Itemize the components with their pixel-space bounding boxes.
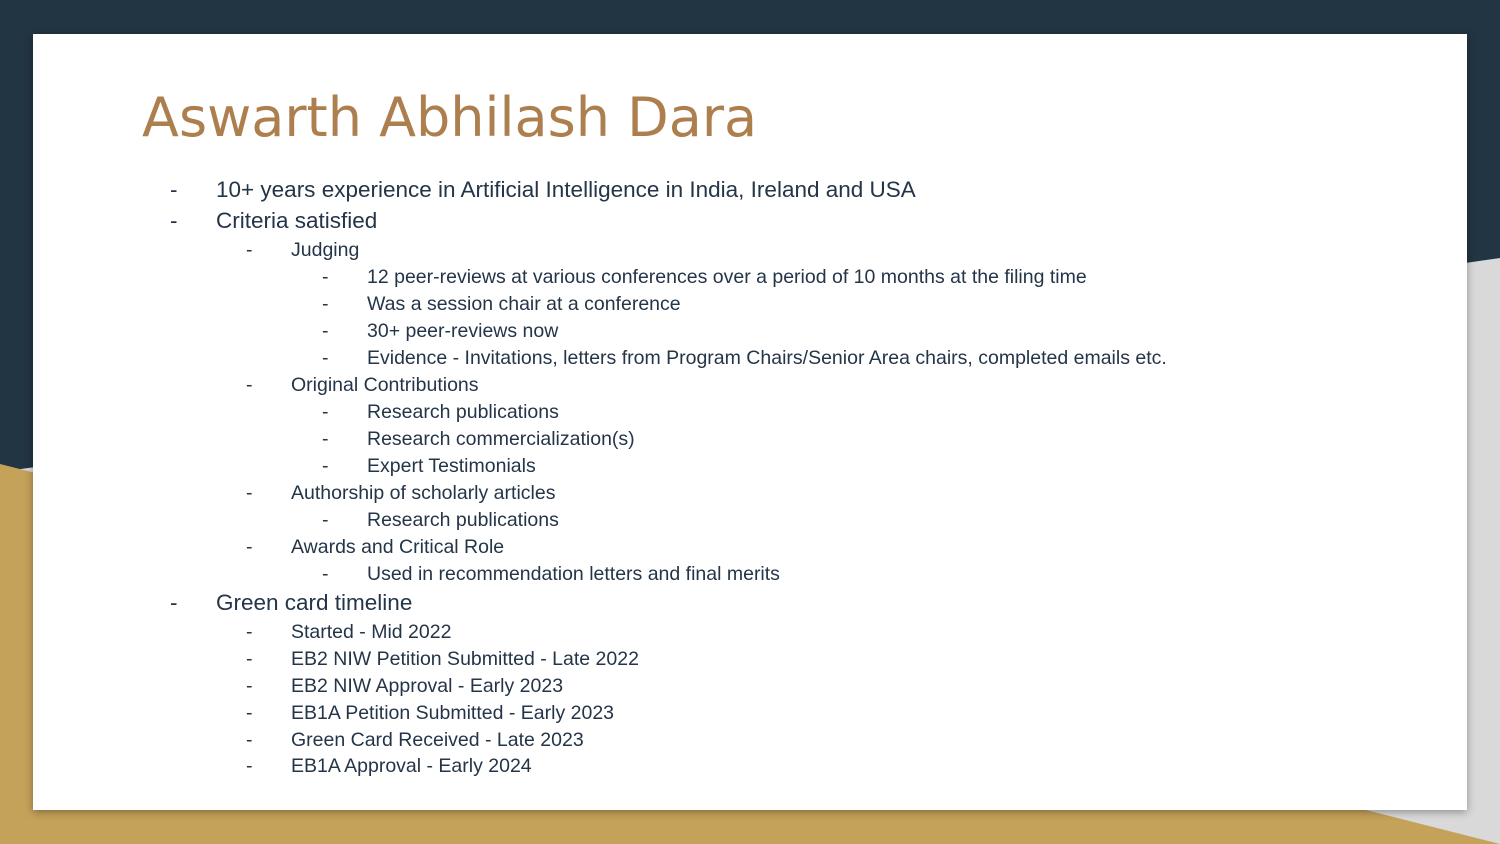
bullet-marker: - [246,702,253,724]
bullet-text: Authorship of scholarly articles [291,482,556,504]
bullet-text: Criteria satisfied [216,208,378,233]
bullet-marker: - [322,401,329,423]
bullet-text: 30+ peer-reviews now [367,320,559,342]
bullet-marker: - [246,755,253,777]
bullet-text: Was a session chair at a conference [367,293,681,315]
bullet-item-level-2 [33,701,1433,725]
bullet-marker: - [322,455,329,477]
slide-card [33,34,1467,810]
bullet-item-level-3 [33,508,1433,532]
bullet-item-level-3 [33,562,1433,586]
bullet-marker: - [322,563,329,585]
bullet-marker: - [170,590,178,615]
bullet-text: Research commercialization(s) [367,428,635,450]
bullet-marker: - [246,621,253,643]
bullet-marker: - [246,482,253,504]
bullet-text: Used in recommendation letters and final merits [367,563,780,585]
bullet-text: Original Contributions [291,374,479,396]
bullet-item-level-1 [33,590,1433,616]
bullet-text: 10+ years experience in Artificial Intelligence in India, Ireland and USA [216,177,916,202]
bullet-text: Evidence - Invitations, letters from Program Chairs/Senior Area chairs, completed emails etc. [367,347,1167,369]
bullet-text: Green card timeline [216,590,413,615]
bullet-marker: - [246,239,253,261]
bullet-text: EB1A Approval - Early 2024 [291,755,532,777]
bullet-item-level-2 [33,754,1433,778]
bullet-marker: - [170,177,178,202]
bullet-item-level-3 [33,319,1433,343]
bullet-item-level-2 [33,620,1433,644]
bullet-text: EB1A Petition Submitted - Early 2023 [291,702,615,724]
bullet-list [33,34,1467,810]
bullet-text: Research publications [367,401,559,423]
bullet-marker: - [170,208,178,233]
bullet-text: Expert Testimonials [367,455,536,477]
bullet-item-level-2 [33,647,1433,671]
bullet-item-level-3 [33,400,1433,424]
bullet-marker: - [246,536,253,558]
slide-title: Aswarth Abhilash Dara [142,86,758,149]
bullet-text: Research publications [367,509,559,531]
bullet-item-level-3 [33,427,1433,451]
bullet-marker: - [246,648,253,670]
bullet-marker: - [246,675,253,697]
bullet-item-level-1 [33,177,1433,203]
bullet-marker: - [322,509,329,531]
bullet-item-level-2 [33,535,1433,559]
bullet-text: Green Card Received - Late 2023 [291,729,584,751]
bullet-text: Awards and Critical Role [291,536,505,558]
bullet-marker: - [246,729,253,751]
bullet-text: EB2 NIW Approval - Early 2023 [291,675,564,697]
bullet-item-level-3 [33,292,1433,316]
bullet-marker: - [322,266,329,288]
bullet-text: EB2 NIW Petition Submitted - Late 2022 [291,648,639,670]
bullet-item-level-3 [33,454,1433,478]
bullet-text: Started - Mid 2022 [291,621,452,643]
bullet-text: Judging [291,239,360,261]
bullet-item-level-2 [33,674,1433,698]
bullet-marker: - [322,293,329,315]
bullet-item-level-2 [33,238,1433,262]
bullet-item-level-2 [33,728,1433,752]
bullet-marker: - [322,347,329,369]
bullet-marker: - [322,428,329,450]
bullet-marker: - [322,320,329,342]
bullet-marker: - [246,374,253,396]
bullet-item-level-1 [33,208,1433,234]
bullet-item-level-3 [33,265,1433,289]
bullet-item-level-2 [33,481,1433,505]
bullet-item-level-2 [33,373,1433,397]
bullet-text: 12 peer-reviews at various conferences over a period of 10 months at the filing time [367,266,1087,288]
bullet-item-level-3 [33,346,1433,370]
